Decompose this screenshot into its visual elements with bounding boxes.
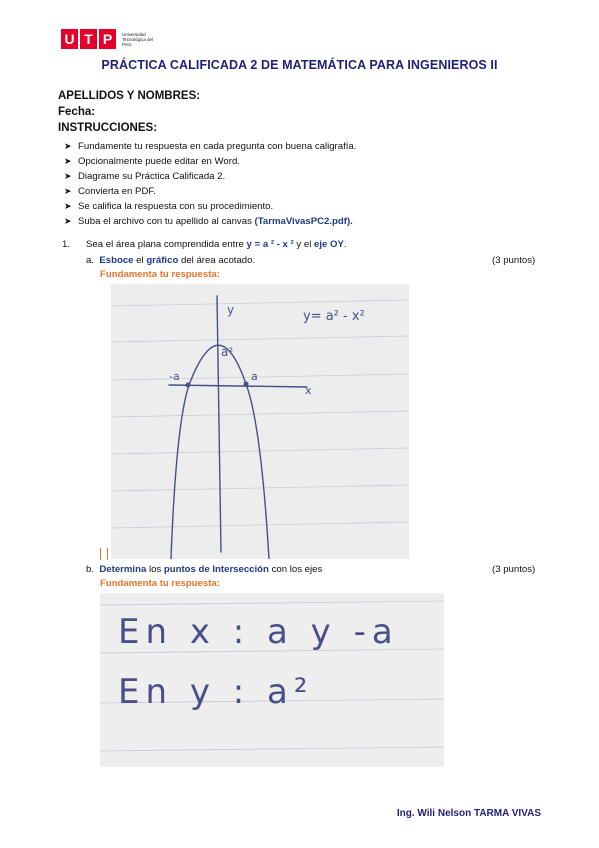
arrow-bullet-icon: ➤ — [64, 141, 72, 151]
parabola-left — [171, 385, 189, 559]
logo-tagline: Universidad Tecnológica del Perú — [122, 31, 154, 47]
part-a-text: a. Esboce el gráfico del área acotado. — [86, 255, 256, 266]
instructions-list — [64, 139, 356, 230]
utp-logo — [61, 29, 154, 49]
instruction-item: ➤ Se califica la respuesta con su procedimiento. — [64, 199, 356, 214]
answer-photo — [100, 593, 444, 767]
sketch-y-label: y — [227, 303, 235, 317]
sketch-equation: y= a² - x² — [303, 309, 365, 324]
part-a-answer-label: Fundamenta tu respuesta: — [100, 269, 220, 280]
sketch-x-label: x — [305, 384, 312, 397]
y-axis-line — [217, 296, 221, 552]
arrow-bullet-icon: ➤ — [64, 216, 72, 227]
text-cursor-icon — [100, 548, 108, 560]
author-footer: Ing. Wili Nelson TARMA VIVAS — [396, 808, 541, 819]
sketch-right-root: a — [251, 370, 258, 383]
part-a-points: (3 puntos) — [492, 255, 536, 266]
instruction-item: ➤ Fundamente tu respuesta en cada pregunta con buena caligrafía. — [64, 139, 356, 154]
instruction-item: ➤ Convierta en PDF. — [64, 184, 356, 199]
logo-letter-p: P — [99, 29, 116, 49]
instruction-file-name: (TarmaVivasPC2.pdf). — [254, 216, 353, 228]
arrow-bullet-icon: ➤ — [64, 171, 72, 182]
part-b-answer-label: Fundamenta tu respuesta: — [100, 578, 220, 589]
question-axis: eje OY — [314, 239, 344, 250]
instructions-label: INSTRUCCIONES: — [58, 122, 158, 134]
arrow-bullet-icon: ➤ — [64, 186, 72, 197]
sketch-left-root: -a — [169, 370, 180, 383]
part-b-points: (3 puntos) — [492, 564, 536, 575]
answer-line-y: En y : a² — [118, 672, 314, 712]
instruction-item: ➤ Diagrame su Práctica Calificada 2. — [64, 169, 356, 184]
document-title: PRÁCTICA CALIFICADA 2 DE MATEMÁTICA PARA INGENIEROS II — [101, 58, 498, 72]
names-label: APELLIDOS Y NOMBRES: — [58, 90, 201, 102]
question-text: Sea el área plana comprendida entre y = a ² - x ² y el eje OY. — [86, 239, 347, 250]
parabola-sketch — [111, 284, 409, 559]
handwritten-answer — [100, 593, 444, 767]
question-equation: y = a ² - x ² — [246, 239, 294, 250]
date-label: Fecha: — [58, 106, 96, 118]
part-b-text: b. Determina los puntos de Intersección con los ejes — [86, 564, 323, 575]
instruction-item: ➤ Suba el archivo con tu apellido al canvas (TarmaVivasPC2.pdf). — [64, 214, 356, 229]
logo-letter-t: T — [80, 29, 97, 49]
logo-letter-u: U — [61, 29, 78, 49]
sketch-photo — [111, 284, 409, 559]
question-number: 1. — [62, 239, 71, 250]
answer-line-x: En x : a y -a — [118, 612, 399, 652]
arrow-bullet-icon: ➤ — [64, 201, 72, 212]
sketch-vertex-label: a² — [221, 345, 234, 359]
instruction-item: ➤ Opcionalmente puede editar en Word. — [64, 154, 356, 169]
arrow-bullet-icon: ➤ — [64, 156, 72, 167]
